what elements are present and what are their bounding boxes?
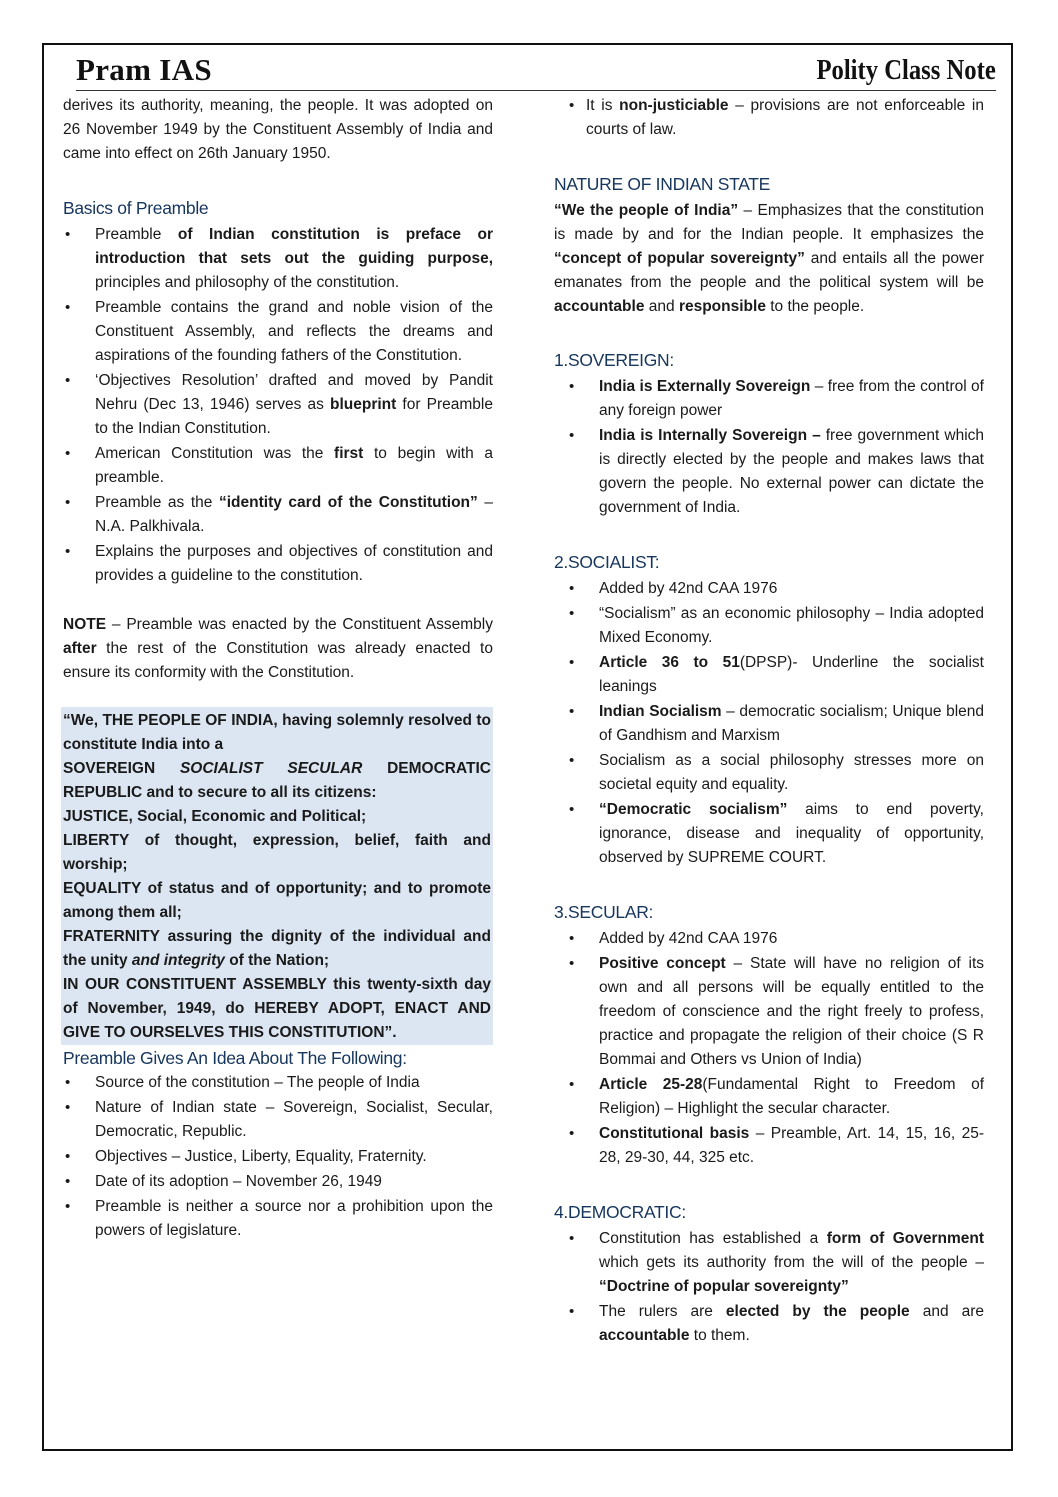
basics-heading: Basics of Preamble	[63, 198, 209, 218]
list-item: • India is Internally Sovereign – free government which is directly elected by the people and makes laws that govern the people. No external power can dictate the government of India.	[554, 424, 984, 520]
list-item: • Article 36 to 51(DPSP)- Underline the socialist leanings	[554, 651, 984, 699]
list-item: • Added by 42nd CAA 1976	[554, 927, 984, 951]
list-item: • Preamble is neither a source nor a prohibition upon the powers of legislature.	[63, 1195, 493, 1243]
list-item: • Socialism as a social philosophy stresses more on societal equity and equality.	[554, 749, 984, 797]
idea-list	[63, 1071, 493, 1243]
list-item: • Explains the purposes and objectives of constitution and provides a guideline to the constitution.	[63, 540, 493, 588]
basics-list	[63, 223, 493, 588]
list-item: • American Constitution was the first to begin with a preamble.	[63, 442, 493, 490]
list-item: • Article 25-28(Fundamental Right to Freedom of Religion) – Highlight the secular character.	[554, 1073, 984, 1121]
preamble-line: SOVEREIGN SOCIALIST SECULAR DEMOCRATIC REPUBLIC and to secure to all its citizens:	[63, 760, 491, 801]
sovereign-heading: 1.SOVEREIGN:	[554, 350, 674, 370]
header-divider	[76, 90, 996, 91]
secular-list	[554, 927, 984, 1170]
socialist-list	[554, 577, 984, 870]
democratic-list	[554, 1227, 984, 1348]
list-item: • Objectives – Justice, Liberty, Equality, Fraternity.	[63, 1145, 493, 1169]
nature-paragraph: “We the people of India” – Emphasizes that the constitution is made by and for the Indian people. It emphasizes the “concept of popular sovereignty” and entails all the power emanates from the people and the political system will be accountable and responsible to the people.	[554, 202, 985, 315]
list-item: • Preamble contains the grand and noble vision of the Constituent Assembly, and reflects the dreams and aspirations of the founding fathers of the Constitution.	[63, 296, 493, 368]
note-paragraph: NOTE – Preamble was enacted by the Constituent Assembly after the rest of the Constitution was already enacted to ensure its conformity with the Constitution.	[63, 616, 493, 681]
nature-heading: NATURE OF INDIAN STATE	[554, 174, 771, 194]
right-column	[554, 94, 984, 1349]
list-item: • India is Externally Sovereign – free from the control of any foreign power	[554, 375, 984, 423]
list-item: • Preamble as the “identity card of the Constitution” – N.A. Palkhivala.	[63, 491, 493, 539]
list-item: • Constitution has established a form of Government which gets its authority from the will of the people – “Doctrine of popular sovereignty”	[554, 1227, 984, 1299]
preamble-line: JUSTICE, Social, Economic and Political;	[63, 808, 367, 825]
document-title: Polity Class Note	[816, 55, 996, 86]
preamble-line: EQUALITY of status and of opportunity; and to promote among them all;	[63, 880, 491, 921]
list-item: • ‘Objectives Resolution’ drafted and moved by Pandit Nehru (Dec 13, 1946) serves as blueprint for Preamble to the Indian Constitution.	[63, 369, 493, 441]
list-item: • Source of the constitution – The people of India	[63, 1071, 493, 1095]
sovereign-list	[554, 375, 984, 520]
preamble-line: LIBERTY of thought, expression, belief, faith and worship;	[63, 832, 491, 873]
socialist-heading: 2.SOCIALIST:	[554, 552, 660, 572]
justiciable-list	[554, 94, 984, 142]
secular-heading: 3.SECULAR:	[554, 902, 654, 922]
list-item: • Nature of Indian state – Sovereign, Socialist, Secular, Democratic, Republic.	[63, 1096, 493, 1144]
idea-heading: Preamble Gives An Idea About The Following:	[63, 1048, 407, 1068]
list-item: • Preamble of Indian constitution is preface or introduction that sets out the guiding purpose, principles and philosophy of the constitution.	[63, 223, 493, 295]
brand-title: Pram IAS	[76, 52, 212, 87]
intro-paragraph: derives its authority, meaning, the people. It was adopted on 26 November 1949 by the Constituent Assembly of India and came into effect on 26th January 1950.	[63, 97, 493, 162]
list-item: • Constitutional basis – Preamble, Art. 14, 15, 16, 25-28, 29-30, 44, 325 etc.	[554, 1122, 984, 1170]
list-item: • Added by 42nd CAA 1976	[554, 577, 984, 601]
list-item: • “Democratic socialism” aims to end poverty, ignorance, disease and inequality of opportunity, observed by SUPREME COURT.	[554, 798, 984, 870]
list-item: • Positive concept – State will have no religion of its own and all persons will be equally entitled to the freedom of conscience and the right freely to profess, practice and propagate the religion of their choice (S R Bommai and Others vs Union of India)	[554, 952, 984, 1072]
preamble-text-box	[61, 707, 493, 1045]
preamble-line: “We, THE PEOPLE OF INDIA, having solemnly resolved to constitute India into a	[63, 712, 491, 753]
list-item: • It is non-justiciable – provisions are not enforceable in courts of law.	[554, 94, 984, 142]
list-item: • The rulers are elected by the people and are accountable to them.	[554, 1300, 984, 1348]
preamble-line: FRATERNITY assuring the dignity of the individual and the unity and integrity of the Nation;	[63, 928, 491, 969]
list-item: • Indian Socialism – democratic socialism; Unique blend of Gandhism and Marxism	[554, 700, 984, 748]
list-item: • Date of its adoption – November 26, 1949	[63, 1170, 493, 1194]
list-item: • “Socialism” as an economic philosophy – India adopted Mixed Economy.	[554, 602, 984, 650]
left-column	[63, 94, 493, 1244]
preamble-line: IN OUR CONSTITUENT ASSEMBLY this twenty-sixth day of November, 1949, do HEREBY ADOPT, ENACT AND GIVE TO OURSELVES THIS CONSTITUTION”.	[63, 976, 491, 1041]
democratic-heading: 4.DEMOCRATIC:	[554, 1202, 686, 1222]
